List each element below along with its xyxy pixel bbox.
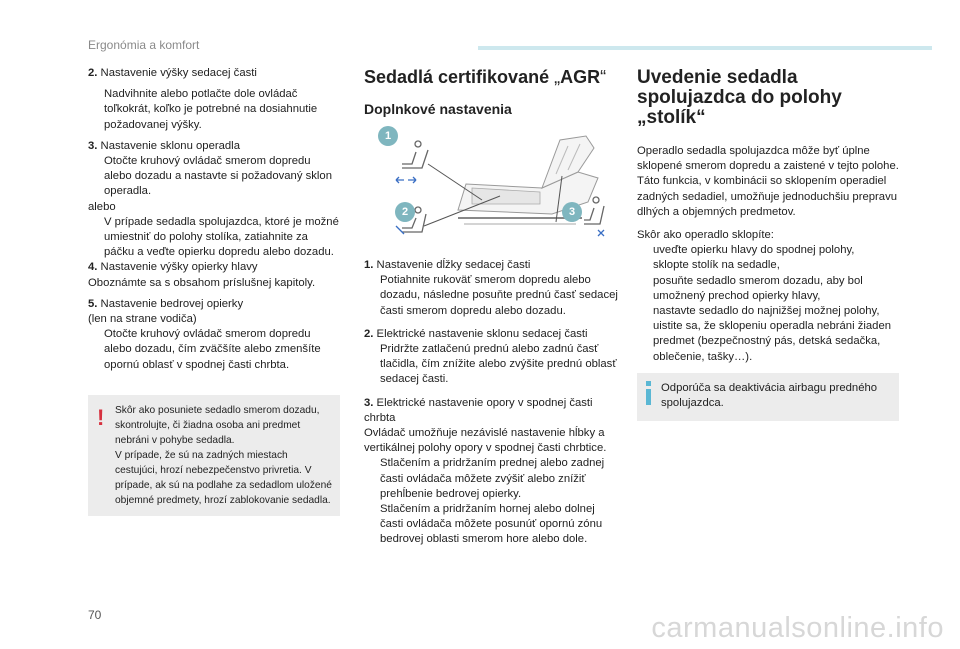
- text-line: alebo: [88, 200, 116, 213]
- bullet-icon: [364, 342, 380, 388]
- bullet-item: sklopte stolík na sedadle,: [637, 258, 899, 273]
- bullet-item: Nadvihnite alebo potlačte dole ovládač toľkokrát, koľko je potrebné na dosiahnutie požadovanej výšky.: [88, 87, 340, 133]
- bullet-icon: [88, 87, 104, 133]
- bullet-item: Otočte kruhový ovládač smerom dopredu alebo dozadu, čím zväčšíte alebo zmenšíte opornú oblasť v spodnej časti chrbta.: [88, 327, 340, 373]
- column-middle: [364, 66, 618, 548]
- intro-paragraph: Táto funkcia, v kombinácii so sklopením operadiel zadných sedadiel, umožňuje jednoduchšiu prepravu dlhých a objemných predmetov.: [637, 175, 897, 218]
- bullet-icon: [637, 319, 653, 365]
- item-2-heading: 2. Elektrické nastavenie sklonu sedacej časti: [364, 327, 588, 340]
- bullet-item: posuňte sedadlo smerom dozadu, aby bol umožnený prechod opierky hlavy,: [637, 274, 899, 304]
- page-number: 70: [88, 608, 102, 622]
- warning-icon: !: [97, 404, 105, 430]
- bullet-icon: [88, 215, 104, 261]
- before-label: Skôr ako operadlo sklopíte:: [637, 229, 774, 242]
- bullet-item: V prípade sedadla spolujazdca, ktoré je možné umiestniť do polohy stolíka, zatiahnite za páčku a veďte opierku dopredu alebo dozadu.: [88, 215, 340, 261]
- bullet-icon: [637, 243, 653, 258]
- intro-paragraph: Operadlo sedadla spolujazdca môže byť úplne sklopené smerom dopredu a zaistené v tejto polohe.: [637, 145, 899, 173]
- info-text: Odporúča sa deaktivácia airbagu predného spolujazdca.: [661, 381, 878, 410]
- section-heading-table-position: Uvedenie sedadla spolujazdca do polohy „stolík“: [637, 67, 842, 128]
- bullet-item: nastavte sedadlo do najnižšej možnej polohy,: [637, 304, 899, 319]
- callout-badge-1: 1: [378, 126, 398, 146]
- bullet-icon: [637, 304, 653, 319]
- section-title: Ergonómia a komfort: [88, 38, 200, 52]
- column-right: [637, 66, 899, 421]
- header-bar: [478, 46, 932, 50]
- bullet-item: Otočte kruhový ovládač smerom dopredu alebo dozadu a nastavte si požadovaný sklon operadla.: [88, 154, 340, 200]
- text-line: (len na strane vodiča): [88, 313, 197, 326]
- item-1-heading: 1. Nastavenie dĺžky sedacej časti: [364, 259, 531, 271]
- bullet-item: uveďte opierku hlavy do spodnej polohy,: [637, 243, 899, 258]
- item-5-heading: 5. Nastavenie bedrovej opierky: [88, 297, 244, 310]
- item-4-heading: 4. Nastavenie výšky opierky hlavy: [88, 261, 258, 274]
- warning-text: Skôr ako posuniete sedadlo smerom dozadu, skontrolujte, či žiadna osoba ani predmet nebráni v pohybe sedadla. V prípade, že sú na zadných miestach cestujúci, hrozí nebezpečenstvo privretia. V prípade, ak sú na podlahe za sedadlom uložené objemné predmety, hrozí zablokovanie sedadla.: [115, 404, 332, 506]
- item-3-heading: 3. Elektrické nastavenie opory v spodnej časti chrbta: [364, 396, 593, 424]
- section-heading-agr: Sedadlá certifikované „AGR“: [364, 67, 607, 87]
- seat-illustration: [372, 130, 608, 242]
- text-line: Ovládač umožňuje nezávislé nastavenie hĺbky a vertikálnej polohy opory v spodnej časti chrbtice.: [364, 427, 607, 455]
- bullet-icon: [88, 327, 104, 373]
- bullet-item: uistite sa, že sklopeniu operadla nebráni žiaden predmet (bezpečnostný pás, detská sedačka, oblečenie, tašky…).: [637, 319, 899, 365]
- warning-box: [88, 395, 340, 516]
- item-3-heading: 3. Nastavenie sklonu operadla: [88, 139, 240, 152]
- bullet-icon: [88, 154, 104, 200]
- bullet-item: Stlačením a pridržaním prednej alebo zadnej časti ovládača môžete zvýšiť alebo znížiť prehĺbenie bedrovej opierky.: [364, 456, 618, 502]
- bullet-icon: [364, 502, 380, 548]
- callout-badge-2: 2: [395, 202, 415, 222]
- bullet-item: Potiahnite rukoväť smerom dopredu alebo dozadu, následne posuňte prednú časť sedacej časti smerom dopredu alebo dozadu.: [364, 273, 618, 319]
- subheading: Doplnkové nastavenia: [364, 101, 512, 117]
- seat-adjustment-illustration: [372, 130, 608, 242]
- bullet-item: Pridržte zatlačenú prednú alebo zadnú časť tlačidla, čím znížite alebo zvýšite prednú oblasť sedacej časti.: [364, 342, 618, 388]
- info-icon: [646, 381, 651, 405]
- bullet-icon: [364, 456, 380, 502]
- bullet-item: Stlačením a pridržaním hornej alebo dolnej časti ovládača môžete posunúť opornú zónu bedrovej oblasti smerom hore alebo dole.: [364, 502, 618, 548]
- bullet-icon: [637, 274, 653, 304]
- info-box: [637, 373, 899, 421]
- bullet-icon: [364, 273, 380, 319]
- callout-badge-3: 3: [562, 202, 582, 222]
- column-left: [88, 66, 340, 516]
- text-line: Oboznámte sa s obsahom príslušnej kapitoly.: [88, 276, 316, 289]
- item-2-heading: 2. Nastavenie výšky sedacej časti: [88, 67, 257, 79]
- watermark: carmanualsonline.info: [651, 612, 944, 644]
- bullet-icon: [637, 258, 653, 273]
